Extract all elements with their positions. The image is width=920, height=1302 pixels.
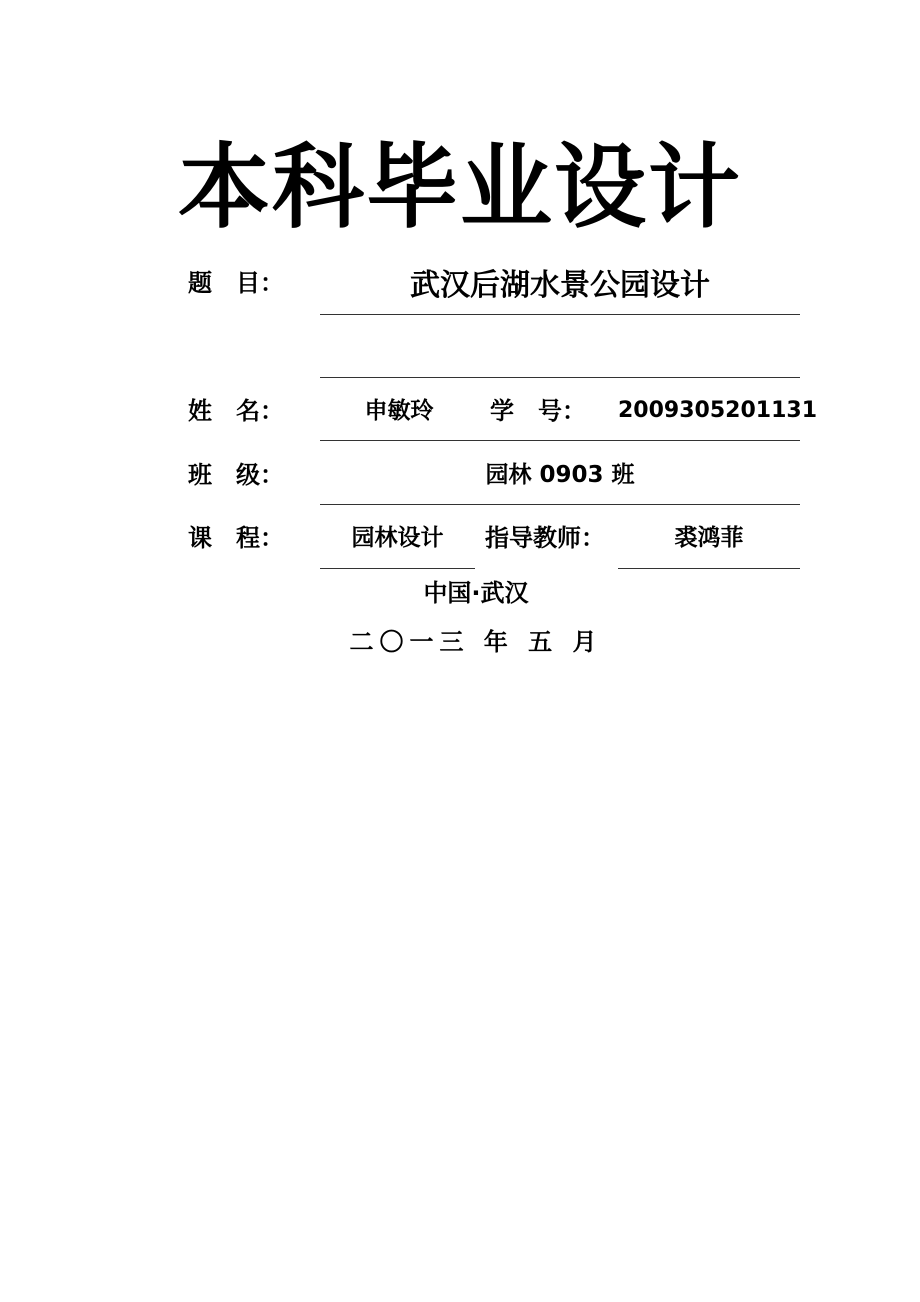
advisor-underline: [618, 568, 800, 569]
topic-value: 武汉后湖水景公园设计: [410, 268, 710, 303]
name-underline: [320, 440, 800, 441]
name-value: 申敏玲: [364, 398, 434, 424]
date-line: 二〇一三 年 五 月: [349, 628, 603, 656]
name-label: 姓 名：: [188, 397, 284, 425]
student-id-label: 学 号：: [490, 397, 586, 425]
topic-underline-2: [320, 377, 800, 378]
student-id-value: 2009305201131: [618, 398, 817, 423]
advisor-label: 指导教师：: [485, 524, 605, 552]
advisor-value: 裘鸿菲: [674, 525, 744, 551]
class-value: 园林 0903 班: [485, 462, 635, 488]
course-underline: [320, 568, 475, 569]
course-label: 课 程：: [188, 524, 284, 552]
course-value: 园林设计: [351, 525, 444, 551]
main-title: 本科毕业设计: [177, 133, 742, 241]
place-line: 中国·武汉: [423, 579, 529, 607]
class-label: 班 级：: [188, 461, 284, 489]
topic-label: 题 目：: [188, 269, 284, 297]
topic-underline-1: [320, 314, 800, 315]
class-underline: [320, 504, 800, 505]
